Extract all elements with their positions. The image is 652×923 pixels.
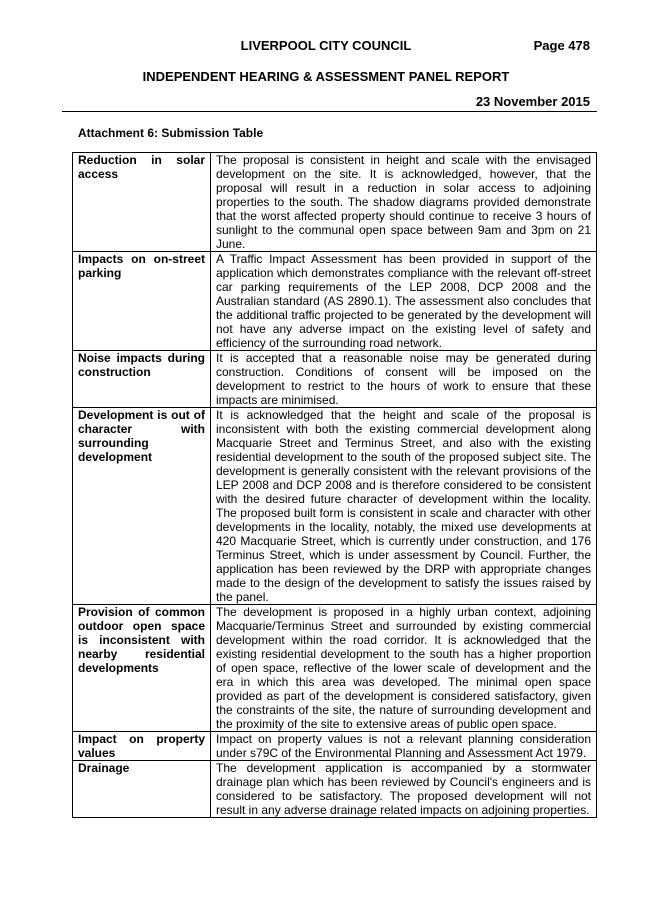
table-row	[73, 408, 597, 605]
attachment-title: Attachment 6: Submission Table	[78, 126, 264, 140]
council-name: LIVERPOOL CITY COUNCIL	[240, 38, 412, 53]
response-cell: The proposal is consistent in height and scale with the envisaged development on the site. It is acknowledged, however, that the proposal will result in a reduction in solar access to adjoining properties to the south. The shadow diagrams provided demonstrate that the worst affected property should continue to receive 3 hours of sunlight to the communal open space between 9am and 3pm on 21 June.	[211, 153, 597, 252]
table-row	[73, 761, 597, 818]
table-row	[73, 351, 597, 408]
report-title: INDEPENDENT HEARING & ASSESSMENT PANEL REPORT	[142, 69, 510, 84]
issue-cell: Reduction in solar access	[73, 153, 211, 252]
response-cell: It is accepted that a reasonable noise may be generated during construction. Conditions of consent will be imposed on the development to restrict to the hours of work to ensure that these impacts are minimised.	[211, 351, 597, 408]
table-row	[73, 252, 597, 351]
issue-cell: Noise impacts during construction	[73, 351, 211, 408]
issue-cell: Impacts on on-street parking	[73, 252, 211, 351]
table-row	[73, 153, 597, 252]
table-row	[73, 605, 597, 732]
report-date: 23 November 2015	[475, 94, 590, 109]
table-row	[73, 732, 597, 761]
header-divider	[62, 111, 597, 112]
issue-cell: Provision of common outdoor open space is inconsistent with nearby residential developments	[73, 605, 211, 732]
issue-cell: Drainage	[73, 761, 211, 818]
response-cell: Impact on property values is not a relevant planning consideration under s79C of the Environmental Planning and Assessment Act 1979.	[211, 732, 597, 761]
page-number: Page 478	[533, 38, 590, 53]
response-cell: It is acknowledged that the height and scale of the proposal is inconsistent with both the existing commercial development along Macquarie Street and Terminus Street, and also with the existing residential development to the south of the proposed subject site. The development is generally consistent with the relevant provisions of the LEP 2008 and DCP 2008 and is therefore considered to be consistent with the desired future character of development within the locality. The proposed built form is consistent in scale and character with other developments in the locality, notably, the mixed use developments at 420 Macquarie Street, which is currently under construction, and 176 Terminus Street, which is under assessment by Council. Further, the application has been reviewed by the DRP with appropriate changes made to the design of the development to satisfy the issues raised by the panel.	[211, 408, 597, 605]
issue-cell: Impact on property values	[73, 732, 211, 761]
response-cell: The development is proposed in a highly urban context, adjoining Macquarie/Terminus Street and surrounded by existing commercial development within the road corridor. It is acknowledged that the existing residential development to the south has a higher proportion of open space, reflective of the lower scale of development and the era in which this area was developed. The minimal open space provided as part of the development is considered satisfactory, given the constraints of the site, the nature of surrounding development and the proximity of the site to extensive areas of public open space.	[211, 605, 597, 732]
issue-cell: Development is out of character with surrounding development	[73, 408, 211, 605]
response-cell: A Traffic Impact Assessment has been provided in support of the application which demonstrates compliance with the relevant off-street car parking requirements of the LEP 2008, DCP 2008 and the Australian standard (AS 2890.1). The assessment also concludes that the additional traffic projected to be generated by the development will not have any adverse impact on the existing level of safety and efficiency of the surrounding road network.	[211, 252, 597, 351]
response-cell: The development application is accompanied by a stormwater drainage plan which has been reviewed by Council's engineers and is considered to be satisfactory. The proposed development will not result in any adverse drainage related impacts on adjoining properties.	[211, 761, 597, 818]
submission-table	[72, 152, 597, 818]
